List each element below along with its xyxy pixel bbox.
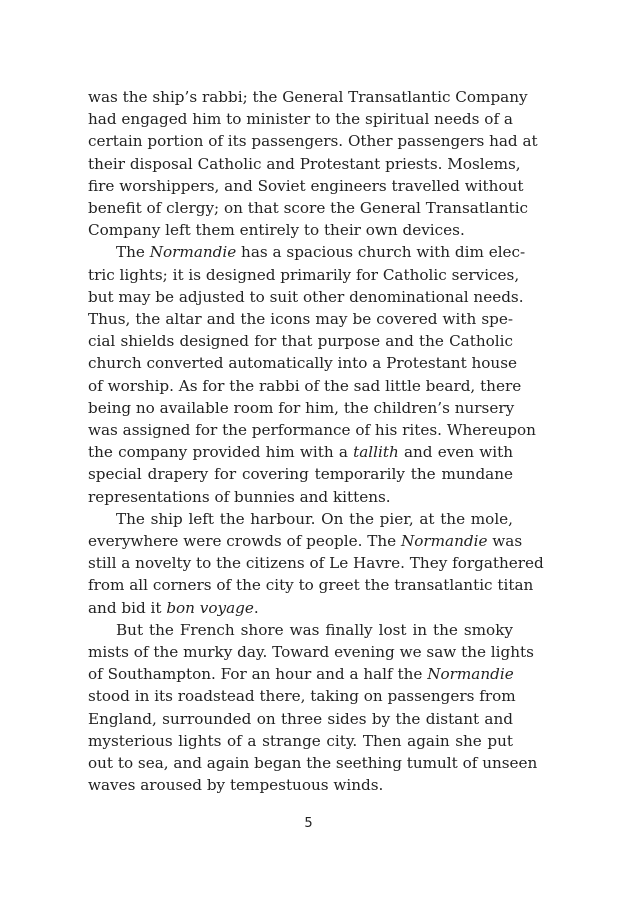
text-line: cial shields designed for that purpose and the Catholic	[88, 332, 513, 351]
text-line: The ship left the harbour. On the pier, at the mole,	[116, 509, 513, 528]
text-line: But the French shore was finally lost in the smoky	[116, 620, 513, 639]
text-line: was the ship’s rabbi; the General Transatlantic Company	[88, 88, 528, 106]
paragraph-p2	[88, 241, 536, 507]
text-line: being no available room for him, the children’s nursery	[88, 398, 515, 417]
text-line: but may be adjusted to suit other denominational needs.	[88, 287, 524, 306]
text-line: their disposal Catholic and Protestant priests. Moslems,	[88, 154, 521, 173]
italic-term: Normandie	[149, 243, 237, 262]
page-body	[88, 86, 544, 797]
text-line: of worship. As for the rabbi of the sad little beard, there	[88, 376, 522, 395]
text-line: had engaged him to minister to the spiritual needs of a	[88, 110, 513, 129]
italic-term: Normandie	[427, 665, 514, 684]
italic-term: bon voyage	[166, 598, 254, 617]
text-line: of Southampton. For an hour and a half the Normandie	[88, 665, 514, 684]
text-line: benefit of clergy; on that score the General Transatlantic	[88, 199, 529, 218]
paragraph-p3	[88, 508, 544, 619]
text-line: Thus, the altar and the icons may be covered with spe-	[88, 310, 513, 329]
paragraph-p1	[88, 86, 538, 241]
text-line: from all corners of the city to greet the transatlantic titan	[88, 576, 534, 595]
text-line: church converted automatically into a Protestant house	[88, 354, 517, 373]
text-line: representations of bunnies and kittens.	[88, 487, 391, 506]
text-line: still a novelty to the citizens of Le Havre. They forgathered	[88, 554, 544, 573]
text-line: certain portion of its passengers. Other passengers had at	[88, 132, 538, 151]
text-line: mysterious lights of a strange city. Then again she put	[88, 731, 513, 750]
text-line: mists of the murky day. Toward evening we saw the lights	[88, 643, 534, 662]
italic-term: tallith	[353, 443, 399, 462]
text-line: The Normandie has a spacious church with dim elec-	[116, 243, 526, 262]
text-line: stood in its roadstead there, taking on passengers from	[88, 687, 516, 706]
text-line: the company provided him with a tallith and even with	[88, 443, 513, 462]
text-line: waves aroused by tempestuous winds.	[88, 776, 384, 795]
text-line: Company left them entirely to their own devices.	[88, 221, 465, 240]
text-line: fire worshippers, and Soviet engineers travelled without	[88, 176, 524, 195]
text-line: England, surrounded on three sides by the distant and	[88, 709, 513, 728]
text-line: and bid it bon voyage.	[88, 598, 259, 617]
text-line: special drapery for covering temporarily the mundane	[88, 465, 513, 484]
text-line: everywhere were crowds of people. The Normandie was	[88, 532, 523, 551]
text-line: out to sea, and again began the seething tumult of unseen	[88, 754, 538, 773]
page-number: 5	[304, 816, 313, 831]
paragraph-p4	[88, 619, 538, 797]
text-line: tric lights; it is designed primarily for Catholic services,	[88, 265, 520, 284]
text-line: was assigned for the performance of his rites. Whereupon	[88, 421, 536, 440]
italic-term: Normandie	[400, 532, 488, 551]
